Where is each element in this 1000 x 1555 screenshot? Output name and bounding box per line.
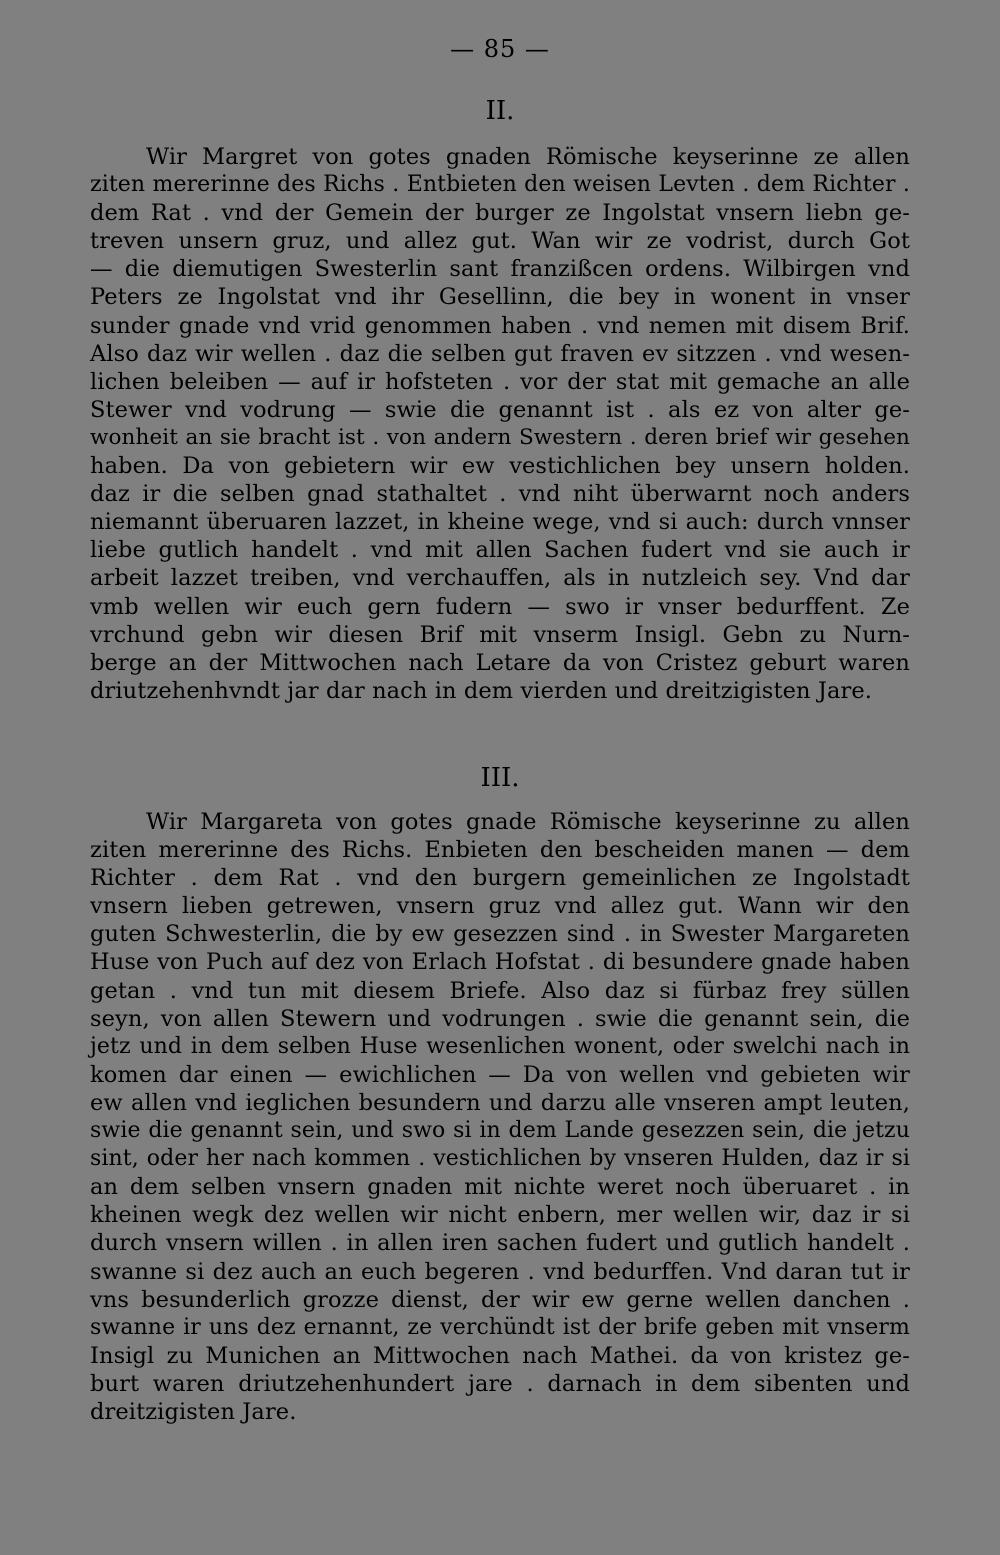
text-line: ew allen vnd ieglichen besundern und darzu alle vnseren ampt leuten,	[90, 1089, 910, 1116]
section-body-ii	[90, 143, 910, 705]
text-line: durch vnsern willen . in allen iren sachen fudert und gutlich handelt .	[90, 1230, 910, 1257]
text-line: an dem selben vnsern gnaden mit nichte weret noch überuaret . in	[90, 1174, 910, 1201]
text-line: Huse von Puch auf dez von Erlach Hofstat . di besundere gnade haben	[90, 949, 910, 976]
text-line: Wir Margret von gotes gnaden Römische keyserinne ze allen	[146, 144, 910, 170]
text-line: dem Rat . vnd der Gemein der burger ze Ingolstat vnsern liebn ge-	[90, 200, 910, 227]
text-line: getan . vnd tun mit diesem Briefe. Also daz si fürbaz frey süllen	[90, 977, 910, 1004]
text-line: swie die genannt sein, und swo si in dem Lande gesezzen sein, die jetzu	[90, 1118, 910, 1144]
text-line: daz ir die selben gnad stathaltet . vnd niht überwarnt noch anders	[90, 481, 910, 508]
section-heading-iii: III.	[480, 763, 520, 793]
text-line: Also daz wir wellen . daz die selben gut fraven ev sitzzen . vnd wesen-	[90, 340, 910, 367]
section-body-iii	[90, 808, 910, 1426]
text-line: guten Schwesterlin, die by ew gesezzen sind . in Swester Margareten	[90, 921, 910, 948]
text-line: Stewer vnd vodrung — swie die genannt ist . als ez von alter ge-	[90, 396, 910, 423]
text-line: kheinen wegk dez wellen wir nicht enbern, mer wellen wir, daz ir si	[90, 1202, 910, 1229]
text-line: komen dar einen — ewichlichen — Da von wellen vnd gebieten wir	[90, 1061, 910, 1088]
text-line: swanne ir uns dez ernannt, ze verchündt ist der brife geben mit vnserm	[90, 1314, 910, 1340]
text-line: burt waren driutzehenhundert jare . darnach in dem sibenten und	[90, 1370, 910, 1397]
text-line: jetz und in dem selben Huse wesenlichen wonent, oder swelchi nach in	[90, 1033, 910, 1059]
text-line: vns besunderlich grozze dienst, der wir ew gerne wellen danchen .	[90, 1286, 910, 1313]
text-line: Peters ze Ingolstat vnd ihr Gesellinn, die bey in wonent in vnser	[90, 284, 910, 311]
text-line: haben. Da von gebietern wir ew vestichlichen bey unsern holden.	[90, 453, 910, 480]
section-heading-ii: II.	[485, 96, 515, 126]
text-line: ziten mererinne des Richs. Enbieten den bescheiden manen — dem	[90, 837, 910, 864]
text-line: treven unsern gruz, und allez gut. Wan wir ze vodrist, durch Got	[90, 228, 910, 255]
text-line: ziten mererinne des Richs . Entbieten den weisen Levten . dem Richter .	[90, 172, 910, 198]
text-line: sunder gnade vnd vrid genommen haben . vnd nemen mit disem Brif.	[90, 312, 910, 339]
page-number: — 85 —	[450, 35, 550, 63]
text-line: seyn, von allen Stewern und vodrungen . swie die genannt sein, die	[90, 1005, 910, 1032]
text-line: sint, oder her nach kommen . vestichlichen by vnseren Hulden, daz ir si	[90, 1146, 910, 1172]
text-line: driutzehenhvndt jar dar nach in dem vierden und dreitzigisten Jare.	[90, 677, 873, 704]
text-line: niemannt überuaren lazzet, in kheine wege, vnd si auch: durch vnnser	[90, 509, 910, 536]
text-line: Wir Margareta von gotes gnade Römische keyserinne zu allen	[146, 809, 910, 835]
text-line: liebe gutlich handelt . vnd mit allen Sachen fudert vnd sie auch ir	[90, 537, 910, 564]
text-line: — die diemutigen Swesterlin sant franzißcen ordens. Wilbirgen vnd	[90, 256, 910, 283]
text-line: swanne si dez auch an euch begeren . vnd bedurffen. Vnd daran tut ir	[90, 1258, 910, 1285]
text-line: berge an der Mittwochen nach Letare da von Cristez geburt waren	[90, 649, 910, 676]
text-line: dreitzigisten Jare.	[90, 1398, 297, 1425]
text-line: wonheit an sie bracht ist . von andern Swestern . deren brief wir gesehen	[90, 424, 910, 450]
text-line: Richter . dem Rat . vnd den burgern gemeinlichen ze Ingolstadt	[90, 865, 910, 892]
text-line: Insigl zu Munichen an Mittwochen nach Mathei. da von kristez ge-	[90, 1342, 910, 1369]
text-line: vmb wellen wir euch gern fudern — swo ir vnser bedurffent. Ze	[90, 593, 910, 620]
text-line: lichen beleiben — auf ir hofsteten . vor der stat mit gemache an alle	[90, 368, 910, 395]
text-line: arbeit lazzet treiben, vnd verchauffen, als in nutzleich sey. Vnd dar	[90, 565, 910, 592]
text-line: vrchund gebn wir diesen Brif mit vnserm Insigl. Gebn zu Nurn-	[90, 621, 910, 648]
text-line: vnsern lieben getrewen, vnsern gruz vnd allez gut. Wann wir den	[90, 893, 910, 920]
